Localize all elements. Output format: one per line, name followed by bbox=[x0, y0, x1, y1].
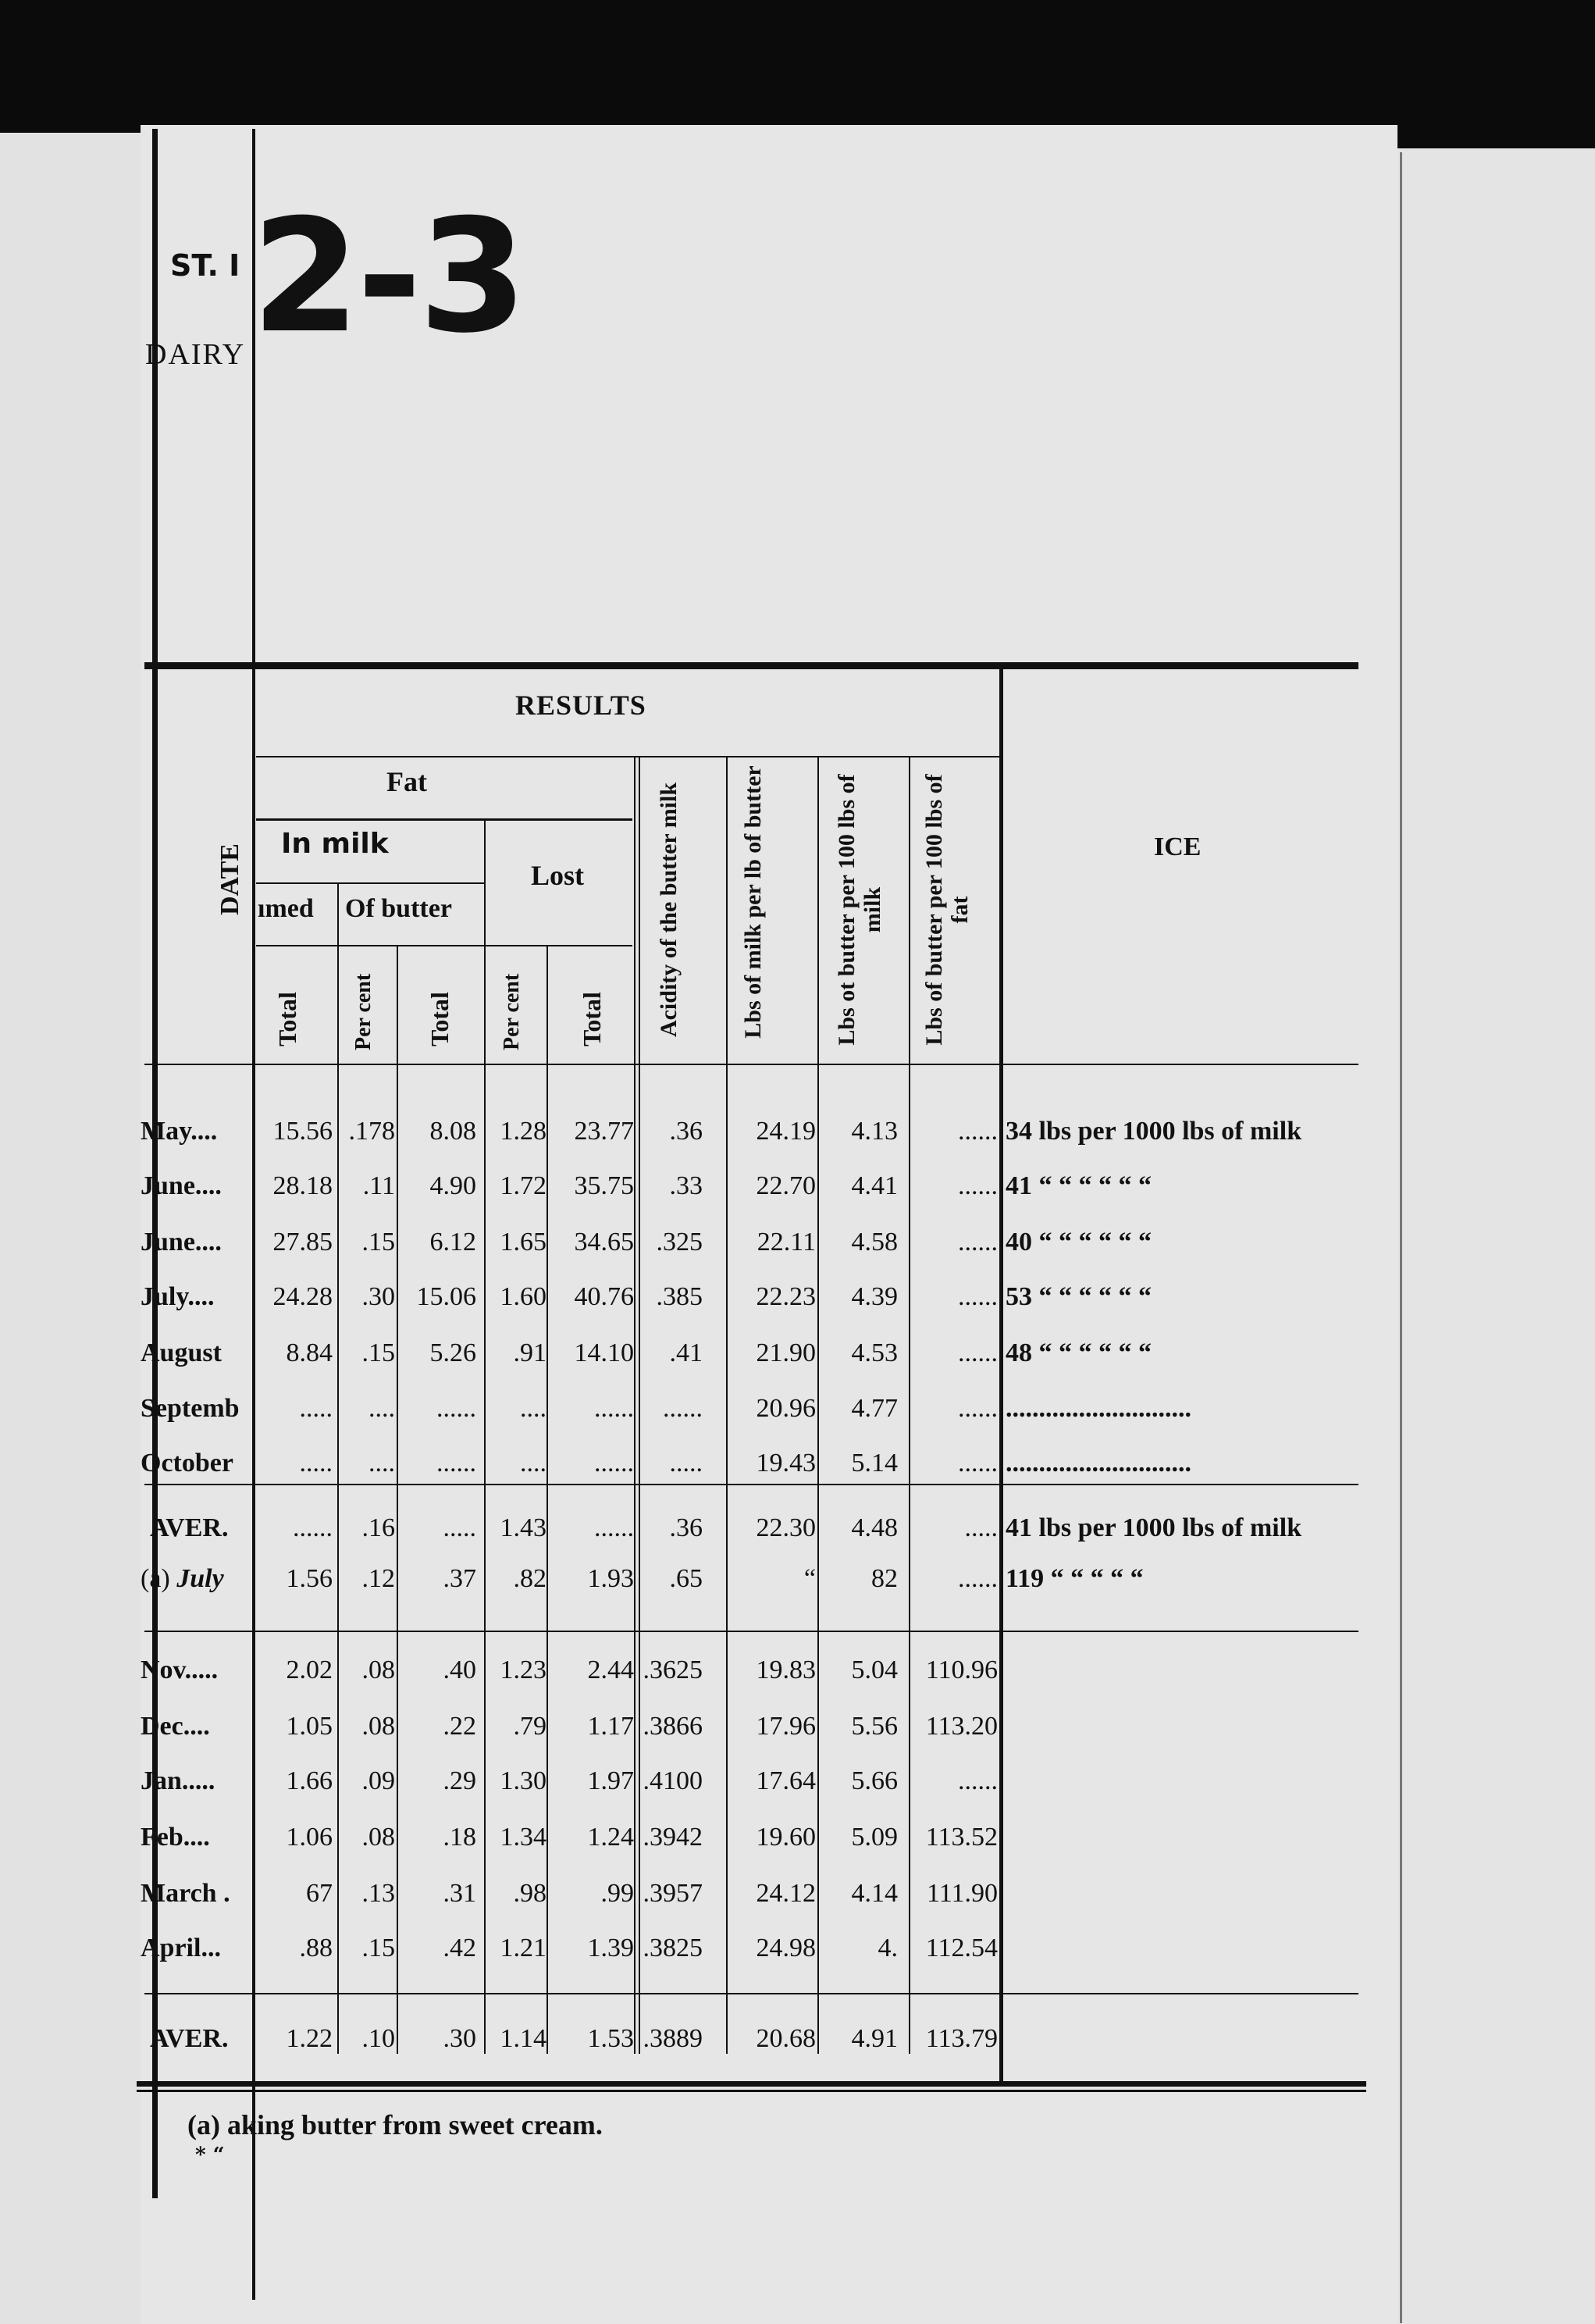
cell-c6: .3942 bbox=[643, 1823, 703, 1852]
cell-c2: .16 bbox=[361, 1513, 395, 1542]
cell-c5: 1.97 bbox=[587, 1766, 634, 1795]
ice-divider bbox=[999, 668, 1003, 2085]
cell-c1: .88 bbox=[299, 1934, 333, 1962]
row-date: October bbox=[141, 1449, 233, 1477]
cell-c4: 1.14 bbox=[500, 2024, 547, 2053]
header-bottom-rule bbox=[144, 1064, 1358, 1065]
cell-c8: 5.66 bbox=[851, 1766, 898, 1795]
binding-line-2 bbox=[252, 129, 255, 2300]
cell-c4: 1.72 bbox=[500, 1171, 547, 1200]
results-header: RESULTS bbox=[515, 690, 646, 721]
subheader-total: Total bbox=[273, 992, 301, 1046]
footnote: (a) aking butter from sweet cream. bbox=[187, 2109, 603, 2140]
cell-c5: 40.76 bbox=[574, 1282, 634, 1311]
cell-c4: 1.21 bbox=[500, 1934, 547, 1962]
right-page-strip bbox=[1397, 148, 1595, 2324]
cell-c9: 113.79 bbox=[925, 2024, 998, 2053]
cell-c5: .99 bbox=[600, 1879, 634, 1908]
cell-c1: 15.56 bbox=[272, 1117, 333, 1146]
cell-c1: 1.05 bbox=[286, 1712, 333, 1741]
cell-c9: ...... bbox=[958, 1117, 998, 1146]
cell-c1: 27.85 bbox=[272, 1228, 333, 1256]
row-date: Dec.... bbox=[141, 1712, 210, 1741]
row-date-text: July bbox=[176, 1564, 224, 1593]
butter-per-fat-header bbox=[921, 761, 973, 1058]
butter-per-milk-header-text: Lbs ot butter per 100 lbs of milk bbox=[834, 774, 885, 1046]
lost-header: Lost bbox=[531, 860, 585, 891]
cell-c3: 4.90 bbox=[429, 1171, 476, 1200]
cell-c3: .18 bbox=[443, 1823, 476, 1852]
cell-c6: .65 bbox=[669, 1564, 703, 1593]
cell-c5: 1.39 bbox=[587, 1934, 634, 1962]
cell-c3: 6.12 bbox=[429, 1228, 476, 1256]
subheader-percent: Per cent bbox=[500, 973, 524, 1050]
cell-c9: ...... bbox=[958, 1394, 998, 1423]
row-date: Jan..... bbox=[141, 1766, 215, 1795]
cell-c7: 21.90 bbox=[756, 1338, 816, 1367]
cell-c6: .325 bbox=[656, 1228, 703, 1256]
cell-c7: 22.70 bbox=[756, 1171, 816, 1200]
cell-c1: 24.28 bbox=[272, 1282, 333, 1311]
butter-per-fat-header-text: Lbs of butter per 100 lbs of fat bbox=[921, 774, 973, 1046]
ice-cell: 119 “ “ “ “ “ bbox=[1006, 1564, 1144, 1593]
cell-c5: 23.77 bbox=[574, 1117, 634, 1146]
cell-c4: .... bbox=[520, 1449, 547, 1477]
cell-c9: ...... bbox=[958, 1228, 998, 1256]
cell-c9: ...... bbox=[958, 1282, 998, 1311]
cell-c2: .15 bbox=[361, 1228, 395, 1256]
cell-c2: .10 bbox=[361, 2024, 395, 2053]
cell-c4: 1.43 bbox=[500, 1513, 547, 1542]
cell-c5: ...... bbox=[594, 1513, 634, 1542]
col-divider bbox=[337, 882, 339, 2054]
cell-c9: 111.90 bbox=[927, 1879, 998, 1908]
cell-c4: .... bbox=[520, 1394, 547, 1423]
cell-c3: 8.08 bbox=[429, 1117, 476, 1146]
sheet-number: 2-3 bbox=[251, 186, 525, 368]
milk-per-butter-header-text: Lbs of milk per lb of butter bbox=[740, 765, 766, 1039]
cell-c2: .08 bbox=[361, 1712, 395, 1741]
cell-c8: 4.14 bbox=[851, 1879, 898, 1908]
of-butter-header: Of butter bbox=[345, 894, 452, 923]
cell-c2: .12 bbox=[361, 1564, 395, 1593]
cell-c5: 1.93 bbox=[587, 1564, 634, 1593]
cell-c8: 4.41 bbox=[851, 1171, 898, 1200]
row-date: July.... bbox=[141, 1282, 215, 1311]
cell-c3: .42 bbox=[443, 1934, 476, 1962]
milk-per-butter-header bbox=[740, 765, 766, 1039]
cell-c8: 4.91 bbox=[851, 2024, 898, 2053]
row-date bbox=[141, 1564, 224, 1594]
cell-c9: ...... bbox=[958, 1338, 998, 1367]
table-bottom-rule bbox=[137, 2081, 1366, 2087]
cell-c2: .15 bbox=[361, 1338, 395, 1367]
row-date: August bbox=[141, 1338, 222, 1367]
butter-per-milk-header bbox=[834, 761, 885, 1058]
cell-c3: .40 bbox=[443, 1656, 476, 1684]
cell-c2: .09 bbox=[361, 1766, 395, 1795]
cell-c3: .29 bbox=[443, 1766, 476, 1795]
cell-c4: .91 bbox=[513, 1338, 547, 1367]
cell-c2: .15 bbox=[361, 1934, 395, 1962]
cell-c2: .... bbox=[368, 1394, 395, 1423]
ice-cell: ............................ bbox=[1006, 1449, 1191, 1477]
cell-c8: 4.58 bbox=[851, 1228, 898, 1256]
row-date: Feb.... bbox=[141, 1823, 210, 1852]
ice-cell: 40 “ “ “ “ “ “ bbox=[1006, 1228, 1152, 1256]
cell-c8: 5.14 bbox=[851, 1449, 898, 1477]
cell-c5: 1.24 bbox=[587, 1823, 634, 1852]
cell-c7: 17.96 bbox=[756, 1712, 816, 1741]
cell-c6: .33 bbox=[669, 1171, 703, 1200]
cell-c2: .13 bbox=[361, 1879, 395, 1908]
cell-c4: .79 bbox=[513, 1712, 547, 1741]
cell-c4: .82 bbox=[513, 1564, 547, 1593]
cell-c8: 4.39 bbox=[851, 1282, 898, 1311]
table-bottom-rule-2 bbox=[137, 2090, 1366, 2092]
cell-c6: .3825 bbox=[643, 1934, 703, 1962]
cell-c3: ..... bbox=[443, 1513, 476, 1542]
cell-c6: .36 bbox=[669, 1513, 703, 1542]
row-date: May.... bbox=[141, 1117, 218, 1146]
cell-c3: 15.06 bbox=[416, 1282, 476, 1311]
cell-c7: 20.96 bbox=[756, 1394, 816, 1423]
cell-c2: .08 bbox=[361, 1656, 395, 1684]
cell-c5: 34.65 bbox=[574, 1228, 634, 1256]
cell-c4: .98 bbox=[513, 1879, 547, 1908]
ice-cell: 34 lbs per 1000 lbs of milk bbox=[1006, 1117, 1302, 1146]
cell-c6: .3889 bbox=[643, 2024, 703, 2053]
cell-c1: 28.18 bbox=[272, 1171, 333, 1200]
table-top-rule bbox=[144, 662, 1358, 669]
cell-c1: 1.06 bbox=[286, 1823, 333, 1852]
group-rule bbox=[144, 1993, 1358, 1994]
cell-c2: .... bbox=[368, 1449, 395, 1477]
acidity-header bbox=[656, 761, 682, 1058]
cell-c2: .178 bbox=[348, 1117, 395, 1146]
cell-c5: ...... bbox=[594, 1449, 634, 1477]
cell-c1: 1.22 bbox=[286, 2024, 333, 2053]
cell-c4: 1.65 bbox=[500, 1228, 547, 1256]
cell-c3: .22 bbox=[443, 1712, 476, 1741]
cell-c9: 113.20 bbox=[925, 1712, 998, 1741]
cell-c5: 1.53 bbox=[587, 2024, 634, 2053]
col-divider bbox=[484, 820, 486, 2054]
cell-c1: 1.56 bbox=[286, 1564, 333, 1593]
cell-c8: 4.48 bbox=[851, 1513, 898, 1542]
cell-c1: 8.84 bbox=[286, 1338, 333, 1367]
cell-c7: 22.30 bbox=[756, 1513, 816, 1542]
cell-c2: .08 bbox=[361, 1823, 395, 1852]
st-label: ST. I bbox=[170, 248, 240, 283]
row-date: Nov..... bbox=[141, 1656, 219, 1684]
cell-c8: 5.04 bbox=[851, 1656, 898, 1684]
row-date: AVER. bbox=[150, 2024, 229, 2053]
footnote-star: * “ bbox=[195, 2144, 225, 2167]
cell-c8: 4.77 bbox=[851, 1394, 898, 1423]
cell-c6: .3866 bbox=[643, 1712, 703, 1741]
subheader-total: Total bbox=[425, 992, 454, 1046]
fat-header: Fat bbox=[386, 766, 427, 797]
cell-c9: ...... bbox=[958, 1171, 998, 1200]
cell-c1: 1.66 bbox=[286, 1766, 333, 1795]
cell-c7: 24.12 bbox=[756, 1879, 816, 1908]
cell-c6: .41 bbox=[669, 1338, 703, 1367]
fat-underline bbox=[256, 818, 632, 821]
cell-c3: .31 bbox=[443, 1879, 476, 1908]
cell-c5: 35.75 bbox=[574, 1171, 634, 1200]
row-date: April... bbox=[141, 1934, 221, 1962]
cell-c7: 19.43 bbox=[756, 1449, 816, 1477]
cell-c6: .3625 bbox=[643, 1656, 703, 1684]
col-divider bbox=[634, 757, 636, 2054]
cell-c1: 67 bbox=[306, 1879, 333, 1908]
cell-c7: “ bbox=[803, 1564, 816, 1593]
cell-c8: 82 bbox=[871, 1564, 898, 1593]
group-rule bbox=[144, 1631, 1358, 1632]
cell-c5: 14.10 bbox=[574, 1338, 634, 1367]
row-date: Septemb bbox=[141, 1394, 240, 1423]
cell-c7: 22.11 bbox=[757, 1228, 816, 1256]
cell-c1: ..... bbox=[299, 1449, 333, 1477]
cell-c9: ...... bbox=[958, 1766, 998, 1795]
col-divider bbox=[726, 757, 728, 2054]
cell-c6: .3957 bbox=[643, 1879, 703, 1908]
cell-c1: ..... bbox=[299, 1394, 333, 1423]
row-date-prefix: (a) bbox=[141, 1564, 177, 1593]
in-milk-header: In milk bbox=[281, 828, 389, 860]
cell-c8: 5.09 bbox=[851, 1823, 898, 1852]
cell-c5: 1.17 bbox=[587, 1712, 634, 1741]
acidity-header-text: Acidity of the butter milk bbox=[656, 782, 682, 1038]
right-edge-line bbox=[1400, 152, 1402, 2323]
cell-c2: .30 bbox=[361, 1282, 395, 1311]
date-header: DATE bbox=[215, 843, 244, 915]
sub-underline bbox=[256, 945, 632, 946]
left-page-strip bbox=[0, 133, 141, 2324]
ice-header: ICE bbox=[1154, 832, 1202, 861]
cell-c3: ...... bbox=[436, 1449, 476, 1477]
cell-c6: .4100 bbox=[643, 1766, 703, 1795]
cell-c3: .37 bbox=[443, 1564, 476, 1593]
ice-cell: 53 “ “ “ “ “ “ bbox=[1006, 1282, 1152, 1311]
col-divider bbox=[817, 757, 819, 2054]
cell-c4: 1.28 bbox=[500, 1117, 547, 1146]
col-divider bbox=[639, 757, 640, 2054]
cell-c7: 17.64 bbox=[756, 1766, 816, 1795]
row-date: June.... bbox=[141, 1171, 222, 1200]
row-date: March . bbox=[141, 1879, 230, 1908]
cell-c3: 5.26 bbox=[429, 1338, 476, 1367]
cell-c8: 5.56 bbox=[851, 1712, 898, 1741]
cell-c9: ...... bbox=[958, 1449, 998, 1477]
cell-c7: 24.19 bbox=[756, 1117, 816, 1146]
cell-c1: ...... bbox=[293, 1513, 333, 1542]
cell-c4: 1.30 bbox=[500, 1766, 547, 1795]
cell-c7: 22.23 bbox=[756, 1282, 816, 1311]
dairy-label: DAIRY bbox=[145, 338, 246, 371]
col-divider bbox=[547, 945, 548, 2054]
cell-c6: ..... bbox=[669, 1449, 703, 1477]
cell-c1: 2.02 bbox=[286, 1656, 333, 1684]
group-rule bbox=[144, 1484, 1358, 1485]
cell-c9: ..... bbox=[964, 1513, 998, 1542]
inmilk-underline bbox=[256, 882, 484, 884]
ice-cell: 41 “ “ “ “ “ “ bbox=[1006, 1171, 1152, 1200]
cell-c6: ...... bbox=[663, 1394, 703, 1423]
cell-c8: 4.53 bbox=[851, 1338, 898, 1367]
ice-cell: 48 “ “ “ “ “ “ bbox=[1006, 1338, 1152, 1367]
row-date: June.... bbox=[141, 1228, 222, 1256]
cell-c7: 19.60 bbox=[756, 1823, 816, 1852]
ice-cell: 41 lbs per 1000 lbs of milk bbox=[1006, 1513, 1302, 1542]
cell-c7: 19.83 bbox=[756, 1656, 816, 1684]
cell-c9: 110.96 bbox=[925, 1656, 998, 1684]
cell-c4: 1.23 bbox=[500, 1656, 547, 1684]
subheader-total: Total bbox=[578, 992, 606, 1046]
cell-c9: 112.54 bbox=[925, 1934, 998, 1962]
cell-c5: ...... bbox=[594, 1394, 634, 1423]
cell-c4: 1.34 bbox=[500, 1823, 547, 1852]
cell-c8: 4. bbox=[878, 1934, 898, 1962]
consumed-header: ımed bbox=[258, 894, 314, 923]
cell-c3: .30 bbox=[443, 2024, 476, 2053]
cell-c2: .11 bbox=[362, 1171, 395, 1200]
cell-c4: 1.60 bbox=[500, 1282, 547, 1311]
cell-c7: 20.68 bbox=[756, 2024, 816, 2053]
cell-c9: 113.52 bbox=[925, 1823, 998, 1852]
subheader-percent: Per cent bbox=[351, 973, 376, 1050]
cell-c9: ...... bbox=[958, 1564, 998, 1593]
cell-c8: 4.13 bbox=[851, 1117, 898, 1146]
row-date: AVER. bbox=[150, 1513, 229, 1542]
cell-c6: .36 bbox=[669, 1117, 703, 1146]
cell-c6: .385 bbox=[656, 1282, 703, 1311]
col-divider bbox=[397, 945, 398, 2054]
ice-cell: ............................ bbox=[1006, 1394, 1191, 1423]
cell-c7: 24.98 bbox=[756, 1934, 816, 1962]
results-underline bbox=[256, 756, 999, 757]
cell-c3: ...... bbox=[436, 1394, 476, 1423]
cell-c5: 2.44 bbox=[587, 1656, 634, 1684]
col-divider bbox=[909, 757, 910, 2054]
